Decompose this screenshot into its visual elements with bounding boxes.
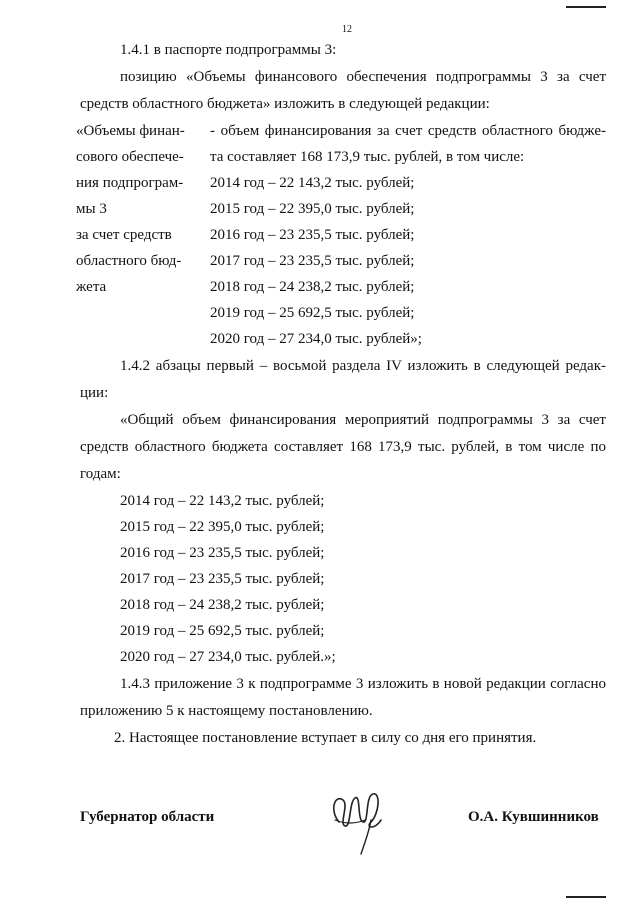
left-col-line: сового обеспече- — [76, 149, 184, 165]
governor-name: О.А. Кувшинников — [468, 809, 599, 825]
position-line-2: средств областного бюджета» изложить в следующей редакции: — [80, 96, 490, 112]
left-col-line: ния подпрограм- — [76, 175, 184, 191]
section-1-4-3-line-1: 1.4.3 приложение 3 к подпрограмме 3 изложить в новой редакции согласно — [120, 676, 606, 692]
governor-title: Губернатор области — [80, 809, 215, 825]
page-number: 12 — [342, 24, 352, 35]
year-line: 2016 год – 23 235,5 тыс. рублей; — [120, 545, 325, 561]
year-line: 2020 год – 27 234,0 тыс. рублей.»; — [120, 649, 336, 665]
corner-mark-bottom — [566, 896, 606, 898]
left-col-line: за счет средств — [76, 227, 172, 243]
section-1-4-1: 1.4.1 в паспорте подпрограммы 3: — [120, 42, 337, 58]
right-col-line: 2018 год – 24 238,2 тыс. рублей; — [210, 279, 415, 295]
signature-image — [325, 780, 395, 860]
clause-2: 2. Настоящее постановление вступает в силу со дня его принятия. — [114, 730, 537, 746]
right-col-line: та составляет 168 173,9 тыс. рублей, в том числе: — [210, 149, 525, 165]
year-line: 2014 год – 22 143,2 тыс. рублей; — [120, 493, 325, 509]
left-col-line: жета — [76, 279, 107, 295]
right-col-line: 2020 год – 27 234,0 тыс. рублей»; — [210, 331, 422, 347]
total-line-1: «Общий объем финансирования мероприятий подпрограммы 3 за счет — [120, 412, 606, 428]
year-line: 2019 год – 25 692,5 тыс. рублей; — [120, 623, 325, 639]
right-col-line: 2014 год – 22 143,2 тыс. рублей; — [210, 175, 415, 191]
right-col-line: - объем финансирования за счет средств областного бюдже- — [210, 123, 606, 139]
year-line: 2017 год – 23 235,5 тыс. рублей; — [120, 571, 325, 587]
left-col-line: областного бюд- — [76, 253, 182, 269]
position-line-1: позицию «Объемы финансового обеспечения подпрограммы 3 за счет — [120, 69, 606, 85]
right-col-line: 2019 год – 25 692,5 тыс. рублей; — [210, 305, 415, 321]
total-line-2: средств областного бюджета составляет 168 173,9 тыс. рублей, в том числе по — [80, 439, 606, 455]
section-1-4-3-line-2: приложению 5 к настоящему постановлению. — [80, 703, 373, 719]
section-1-4-2-line-1: 1.4.2 абзацы первый – восьмой раздела IV изложить в следующей редак- — [120, 358, 606, 374]
right-col-line: 2017 год – 23 235,5 тыс. рублей; — [210, 253, 415, 269]
right-col-line: 2016 год – 23 235,5 тыс. рублей; — [210, 227, 415, 243]
year-line: 2015 год – 22 395,0 тыс. рублей; — [120, 519, 325, 535]
year-line: 2018 год – 24 238,2 тыс. рублей; — [120, 597, 325, 613]
right-col-line: 2015 год – 22 395,0 тыс. рублей; — [210, 201, 415, 217]
total-line-3: годам: — [80, 466, 121, 482]
section-1-4-2-line-2: ции: — [80, 385, 109, 401]
left-col-line: «Объемы финан- — [76, 123, 185, 139]
left-col-line: мы 3 — [76, 201, 107, 217]
corner-mark-top — [566, 6, 606, 8]
